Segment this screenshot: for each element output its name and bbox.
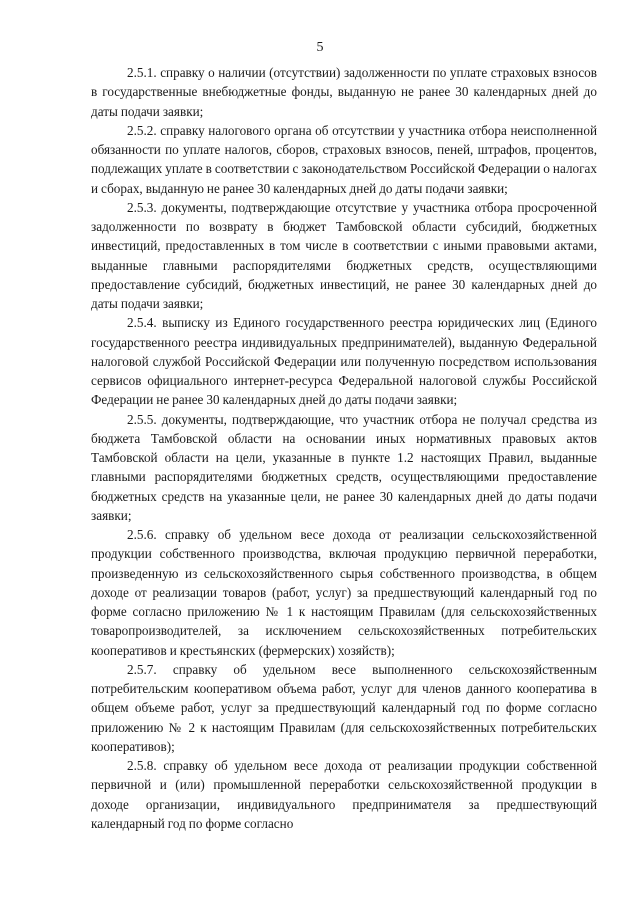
- paragraph-text: документы, подтверждающие, что участник отбора не получал средства из бюджета Тамбовской области на основании иных нормативных правовых актов Тамбовской области на цели, указанные в пункте 1.2 настоящих Правил, выданные главными распорядителями бюджетных средств, осуществляющими предоставление бюджетных средств на указанные цели, не ранее 30 календарных дней до даты подачи заявки;: [91, 411, 597, 523]
- paragraph-number: 2.5.8.: [127, 758, 157, 773]
- paragraph-2-5-4: [91, 313, 597, 409]
- paragraph-2-5-1: [91, 63, 597, 121]
- paragraph-text: справку об удельном весе дохода от реализации продукции собственной первичной и (или) промышленной переработки сельскохозяйственной продукции в доходе организации, индивидуального предпринимателя за предшествующий календарный год по форме согласно: [91, 758, 597, 831]
- paragraph-2-5-5: [91, 410, 597, 526]
- paragraph-2-5-8: [91, 756, 597, 833]
- paragraph-text: справку о наличии (отсутствии) задолженности по уплате страховых взносов в государственные внебюджетные фонды, выданную не ранее 30 календарных дней до даты подачи заявки;: [91, 65, 597, 119]
- paragraph-number: 2.5.2.: [127, 122, 157, 138]
- paragraph-text: справку об удельном весе выполненного сельскохозяйственным потребительским кооперативом объема работ, услуг для членов данного кооператива в общем объеме работ, услуг за предшествующий календарный год по форме согласно приложению № 2 к настоящим Правилам (для сельскохозяйственных потребительских кооперативов);: [91, 661, 598, 754]
- paragraph-text: справку об удельном весе дохода от реализации сельскохозяйственной продукции собственного производства, включая продукцию первичной переработки, произведенную из сельскохозяйственного сырья собственного производства, в общем доходе от реализации товаров (работ, услуг) за предшествующий календарный год по форме согласно приложению № 1 к настоящим Правилам (для сельскохозяйственных товаропроизводителей, за исключением сельскохозяйственных потребительских кооперативов и крестьянских (фермерских) хозяйств);: [91, 527, 597, 658]
- paragraph-number: 2.5.1.: [127, 65, 157, 80]
- paragraph-number: 2.5.3.: [127, 199, 157, 215]
- paragraph-2-5-7: [91, 660, 597, 756]
- paragraph-2-5-6: [91, 525, 597, 660]
- paragraph-number: 2.5.6.: [127, 527, 157, 542]
- paragraph-number: 2.5.7.: [127, 661, 157, 677]
- page-number: 5: [316, 40, 324, 55]
- paragraph-number: 2.5.5.: [127, 411, 157, 427]
- document-body: [91, 63, 597, 833]
- paragraph-text: справку налогового органа об отсутствии у участника отбора неисполненной обязанности по уплате налогов, сборов, страховых взносов, пеней, штрафов, процентов, подлежащих уплате в соответствии с законодательством Российской Федерации о налогах и сборах, выданную не ранее 30 календарных дней до даты подачи заявки;: [91, 122, 597, 196]
- paragraph-2-5-2: [91, 121, 597, 198]
- paragraph-text: выписку из Единого государственного реестра юридических лиц (Единого государственного реестра индивидуальных предпринимателей), выданную Федеральной налоговой службой Российской Федерации или полученную посредством использования сервисов официального интернет-ресурса Федеральной налоговой службы Российской Федерации не ранее 30 календарных дней до даты подачи заявки;: [91, 315, 597, 408]
- paragraph-2-5-3: [91, 198, 597, 314]
- paragraph-number: 2.5.4.: [127, 315, 157, 331]
- paragraph-text: документы, подтверждающие отсутствие у участника отбора просроченной задолженности по возврату в бюджет Тамбовской области субсидий, бюджетных инвестиций, предоставленных в том числе в соответствии с иными правовыми актами, выданные главными распорядителями бюджетных средств, осуществляющими предоставление субсидий, бюджетных инвестиций, не ранее 30 календарных дней до даты подачи заявки;: [91, 199, 598, 311]
